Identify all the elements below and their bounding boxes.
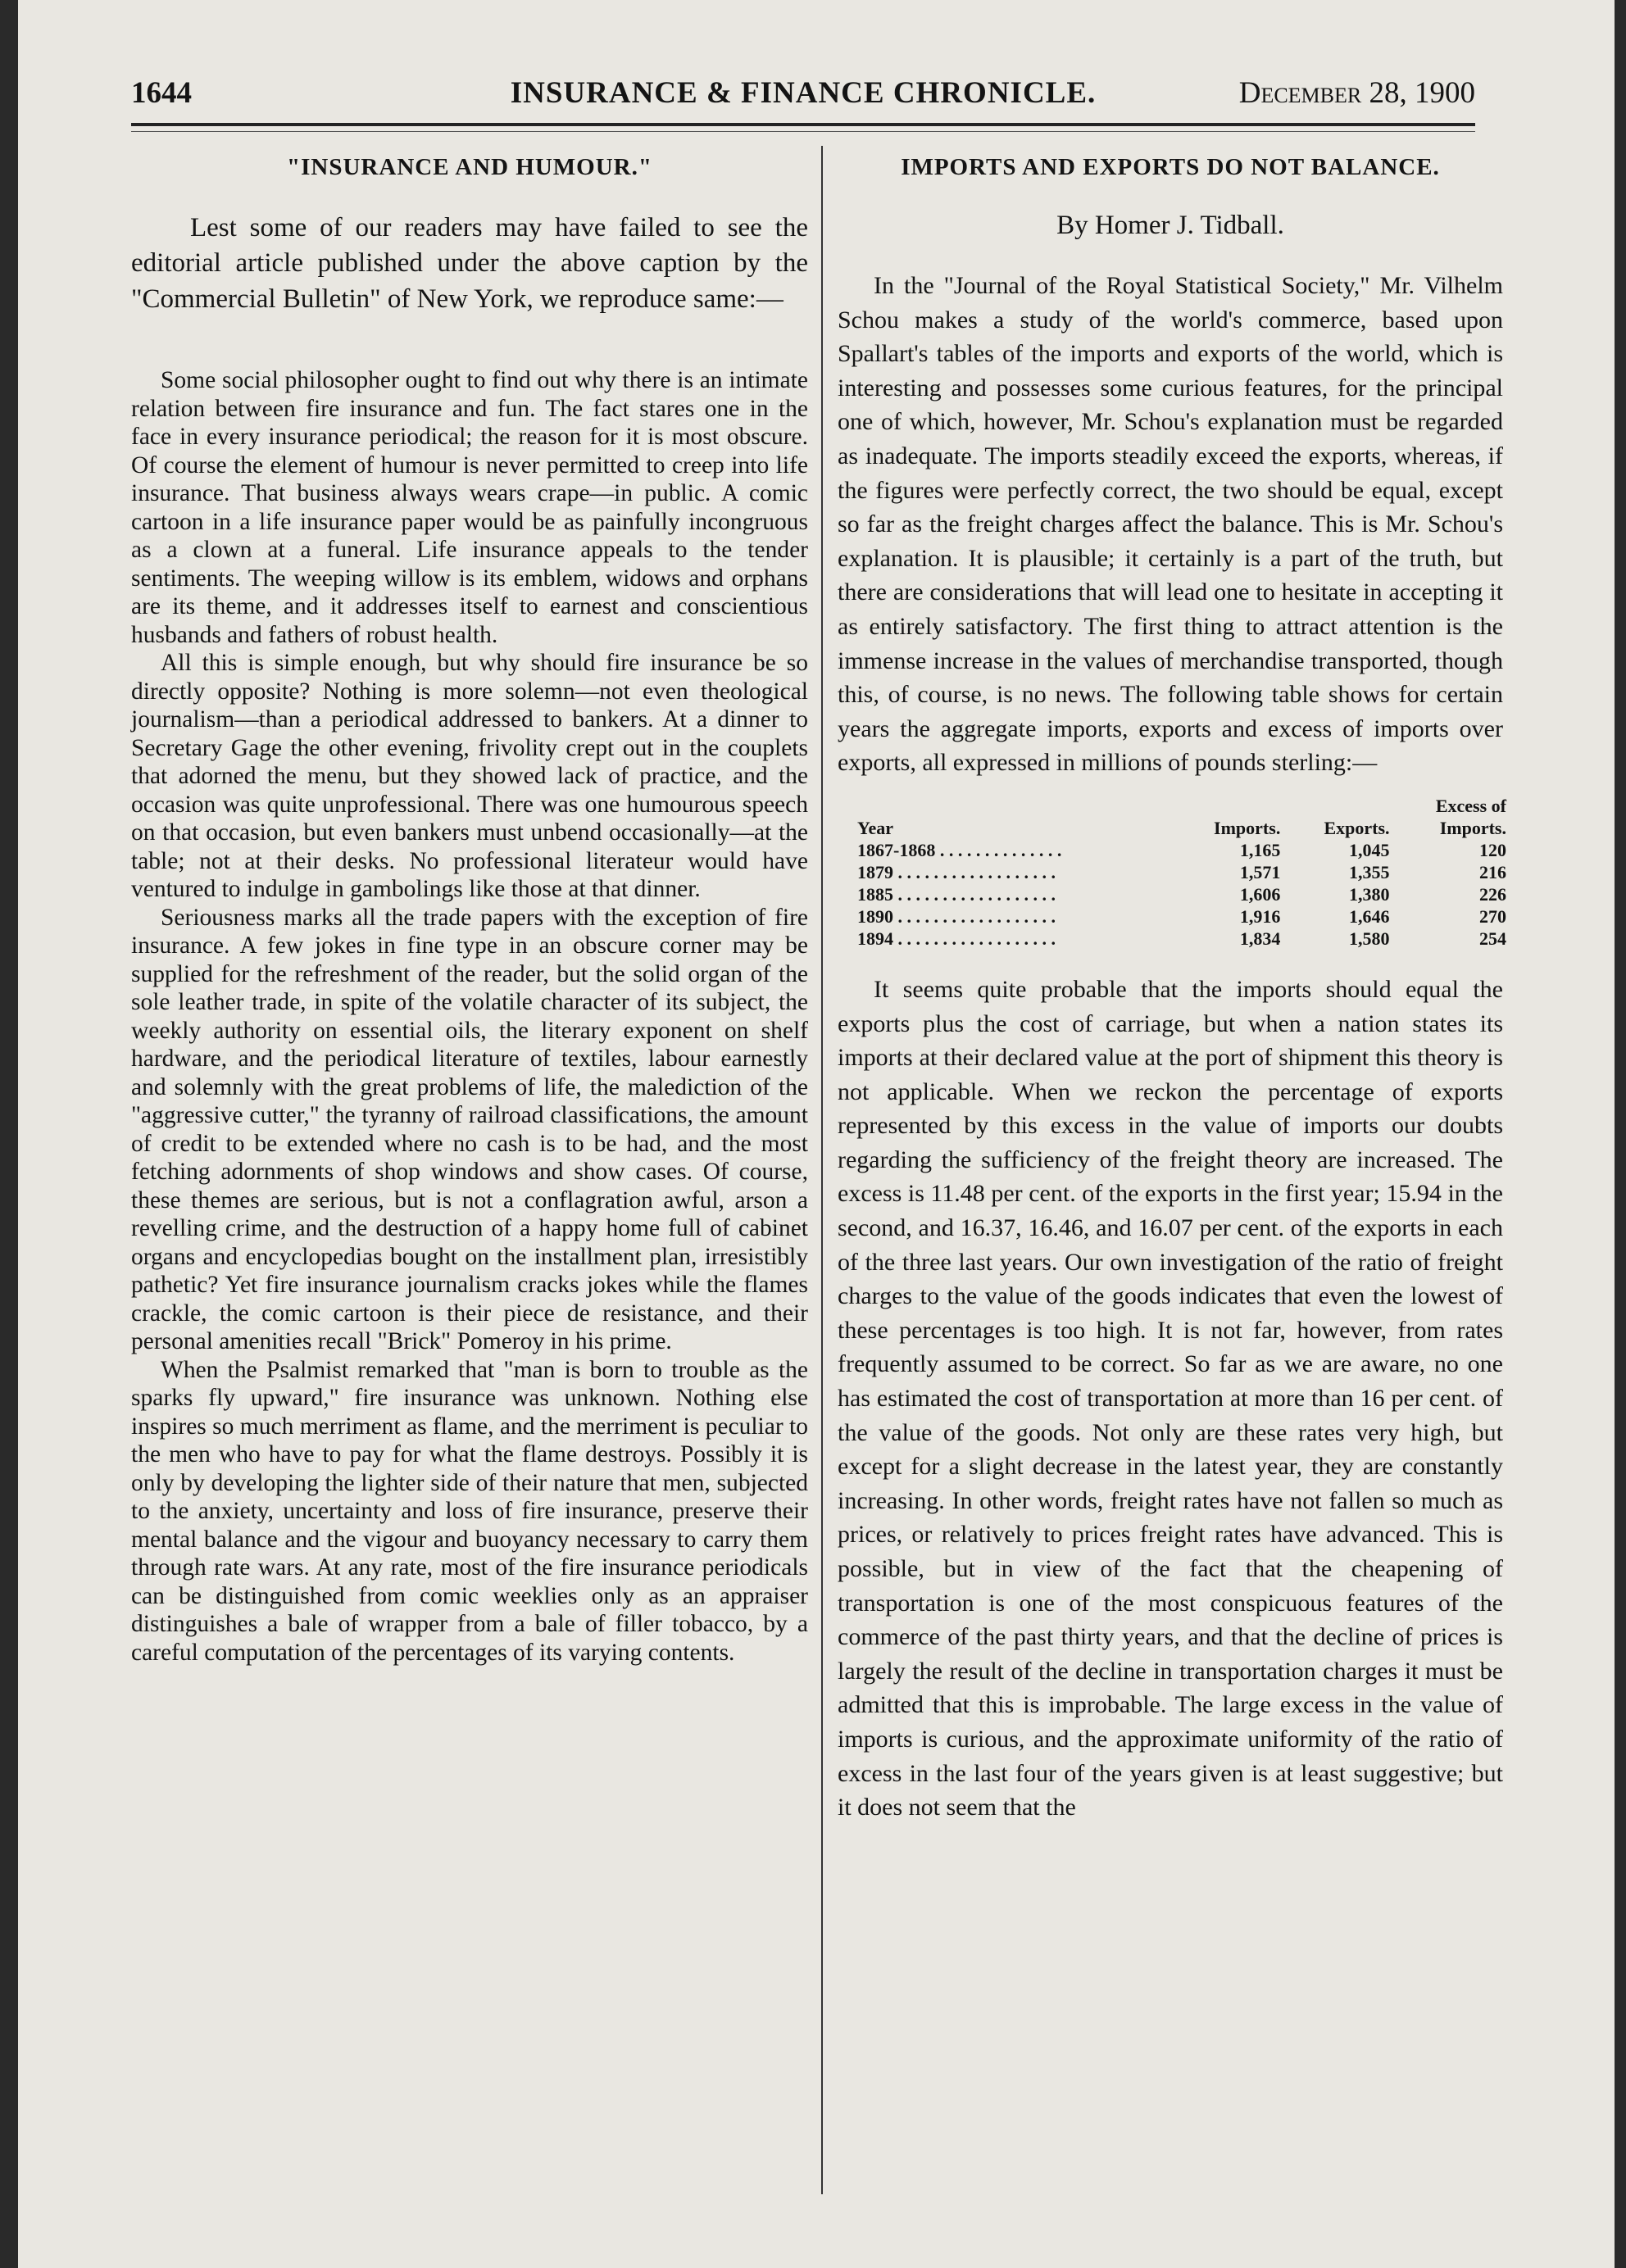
row-year: 1894 <box>857 928 893 949</box>
row-imports: 1,606 <box>1239 883 1281 905</box>
left-paragraph-1: Some social philosopher ought to find out why there is an intimate relation between fire insurance and fun. The fact stares one in the face in every insurance periodical; the reason for it is most obscure. Of course the element of humour is never permitted to creep into life insurance. That business always wears crape—in public. A comic cartoon in a life insurance paper would be as painfully incongruous as a clown at a funeral. Life insurance appeals to the tender sentiments. The weeping willow is its emblem, widows and orphans are its theme, and it addresses itself to earnest and conscientious husbands and fathers of robust health. <box>131 367 808 648</box>
row-year: 1879 <box>857 861 893 882</box>
table-header <box>854 817 1510 839</box>
left-article-body <box>131 366 808 1667</box>
trade-table <box>854 795 1510 950</box>
table-row <box>854 839 1510 861</box>
row-excess: 226 <box>1479 883 1506 905</box>
left-article-title: "INSURANCE AND HUMOUR." <box>287 154 652 180</box>
row-exports: 1,580 <box>1349 928 1390 949</box>
row-exports: 1,646 <box>1349 905 1390 927</box>
right-paragraph-1: In the "Journal of the Royal Statistical Society," Mr. Vilhelm Schou makes a study of the world's commerce, based upon Spallart's tables of the imports and exports of the world, which is interesting and possesses some curious features, for the principal one of which, however, Mr. Schou's explanation must be regarded as inadequate. The imports steadily exceed the exports, whereas, if the figures were perfectly correct, the two should be equal, except so far as the freight charges affect the balance. This is Mr. Schou's explanation. It is plausible; it certainly is a part of the truth, but there are considerations that will lead one to hesitate in accepting it as entirely satisfactory. The first thing to attract attention is the immense increase in the values of merchandise transported, though this, of course, is no news. The following table shows for certain years the aggregate imports, exports and excess of imports over exports, all expressed in millions of pounds sterling:— <box>838 272 1503 777</box>
right-column <box>838 147 1506 1825</box>
leader-dots: . . . . . . . . . . . . . . . . . . <box>893 861 1056 882</box>
row-excess: 216 <box>1479 861 1506 882</box>
table-row <box>854 883 1510 905</box>
row-exports: 1,045 <box>1349 839 1390 860</box>
leader-dots: . . . . . . . . . . . . . . <box>935 839 1062 860</box>
row-exports: 1,380 <box>1349 883 1390 905</box>
issue-date: December 28, 1900 <box>1238 76 1475 110</box>
newspaper-page <box>18 0 1615 2268</box>
column-divider <box>821 146 823 2194</box>
publication-title: INSURANCE & FINANCE CHRONICLE. <box>510 76 1097 110</box>
row-excess: 270 <box>1479 905 1506 927</box>
col-excess: Imports. <box>1439 817 1506 838</box>
row-imports: 1,571 <box>1239 861 1281 882</box>
left-paragraph-2: All this is simple enough, but why should fire insurance be so directly opposite? Nothing is more solemn—not even theological journalism—than a periodical addressed to bankers. At a dinner to Secretary Gage the other evening, frivolity crept out in the couplets that adorned the menu, but they showed lack of practice, and the occasion was quite unprofessional. There was one humourous speech on that occasion, but even bankers must unbend occasionally—at the table; not at their desks. No professional literateur would have ventured to indulge in gambolings like those at that dinner. <box>131 650 808 903</box>
row-imports: 1,916 <box>1239 905 1281 927</box>
row-excess: 120 <box>1479 839 1506 860</box>
excess-of-label: Excess of <box>1435 795 1506 816</box>
col-year: Year <box>857 817 893 838</box>
left-column <box>131 147 808 1667</box>
leader-dots: . . . . . . . . . . . . . . . . . . <box>893 883 1056 905</box>
left-paragraph-4: When the Psalmist remarked that "man is born to trouble as the sparks fly upward," fire insurance was unknown. Nothing else inspires so much merriment as flame, and the merriment is peculiar to the men who have to pay for what the flame destroys. Possibly it is only by developing the lighter side of their nature that men, subjected to the anxiety, uncertainty and loss of fire insurance, preserve their mental balance and the vigour and buoyancy necessary to carry them through rate wars. At any rate, most of the fire insurance periodicals can be distinguished from comic weeklies only as an appraiser distinguishes a bale of wrapper from a bale of filler tobacco, by a careful computation of the percentages of its varying contents. <box>131 1356 808 1666</box>
table-row <box>854 861 1510 883</box>
right-article-title: IMPORTS AND EXPORTS DO NOT BALANCE. <box>901 154 1440 180</box>
row-year: 1867-1868 <box>857 839 936 860</box>
right-article-body-continued <box>838 973 1503 1825</box>
leader-dots: . . . . . . . . . . . . . . . . . . <box>893 928 1056 949</box>
right-paragraph-2: It seems quite probable that the imports should equal the exports plus the cost of carriage, but when a nation states its imports at their declared value at the port of shipment this theory is not applicable. When we reckon the percentage of exports represented by this excess in the value of imports our doubts regarding the sufficiency of the freight theory are increased. The excess is 11.48 per cent. of the exports in the first year; 15.94 in the second, and 16.37, 16.46, and 16.07 per cent. of the exports in each of the three last years. Our own investigation of the ratio of freight charges to the value of the goods indicates that even the lowest of these percentages is too high. It is not far, however, from rates frequently assumed to be correct. So far as we are aware, no one has estimated the cost of transportation at more than 16 per cent. of the value of the goods. Not only are these rates very high, but except for a slight decrease in the latest year, they are constantly increasing. In other words, freight rates have not fallen so much as prices, or relatively to prices freight rates have advanced. This is possible, but in view of the fact that the cheapening of transportation is one of the most conspicuous features of the commerce of the past thirty years, and that the decline of prices is largely the result of the decline in transportation charges it must be admitted that this is improbable. The large excess in the value of imports is curious, and the approximate uniformity of the ratio of excess in the last four of the years given is at least suggestive; but it does not seem that the <box>838 975 1503 1821</box>
header-rule-thin <box>131 131 1475 132</box>
table-row <box>854 905 1510 928</box>
row-imports: 1,834 <box>1239 928 1281 949</box>
header-rule <box>131 123 1475 126</box>
table-header-top <box>854 795 1510 817</box>
left-article-intro: Lest some of our readers may have failed to see the editorial article published under the above caption by the "Commercial Bulletin" of New York, we reproduce same:— <box>131 213 808 314</box>
row-imports: 1,165 <box>1239 839 1281 860</box>
col-imports: Imports. <box>1214 817 1281 838</box>
row-exports: 1,355 <box>1349 861 1390 882</box>
page-header <box>131 75 1475 121</box>
right-article-byline: By Homer J. Tidball. <box>1056 211 1284 240</box>
page-number: 1644 <box>131 76 192 110</box>
row-year: 1885 <box>857 883 893 905</box>
row-year: 1890 <box>857 905 893 927</box>
left-paragraph-3: Seriousness marks all the trade papers with the exception of fire insurance. A few jokes in fine type in an obscure corner may be supplied for the refreshment of the reader, but the solid organ of the sole leather trade, in spite of the volatile character of its subject, the weekly authority on essential oils, the literary exponent on shelf hardware, and the periodical literature of textiles, labour earnestly and solemnly with the great problems of life, the malediction of the "aggressive cutter," the tyranny of railroad classifications, the amount of credit to be extended where no cash is to be had, and the most fetching adornments of shop windows and show cases. Of course, these themes are serious, but is not a conflagration awful, arson a revelling crime, and the destruction of a happy home full of cabinet organs and encyclopedias bought on the installment plan, irresistibly pathetic? Yet fire insurance journalism cracks jokes while the flames crackle, the comic cartoon is their piece de resistance, and their personal amenities recall "Brick" Pomeroy in his prime. <box>131 904 808 1355</box>
leader-dots: . . . . . . . . . . . . . . . . . . <box>893 905 1056 927</box>
table-row <box>854 928 1510 950</box>
row-excess: 254 <box>1479 928 1506 949</box>
col-exports: Exports. <box>1324 817 1390 838</box>
right-article-body <box>838 269 1503 780</box>
